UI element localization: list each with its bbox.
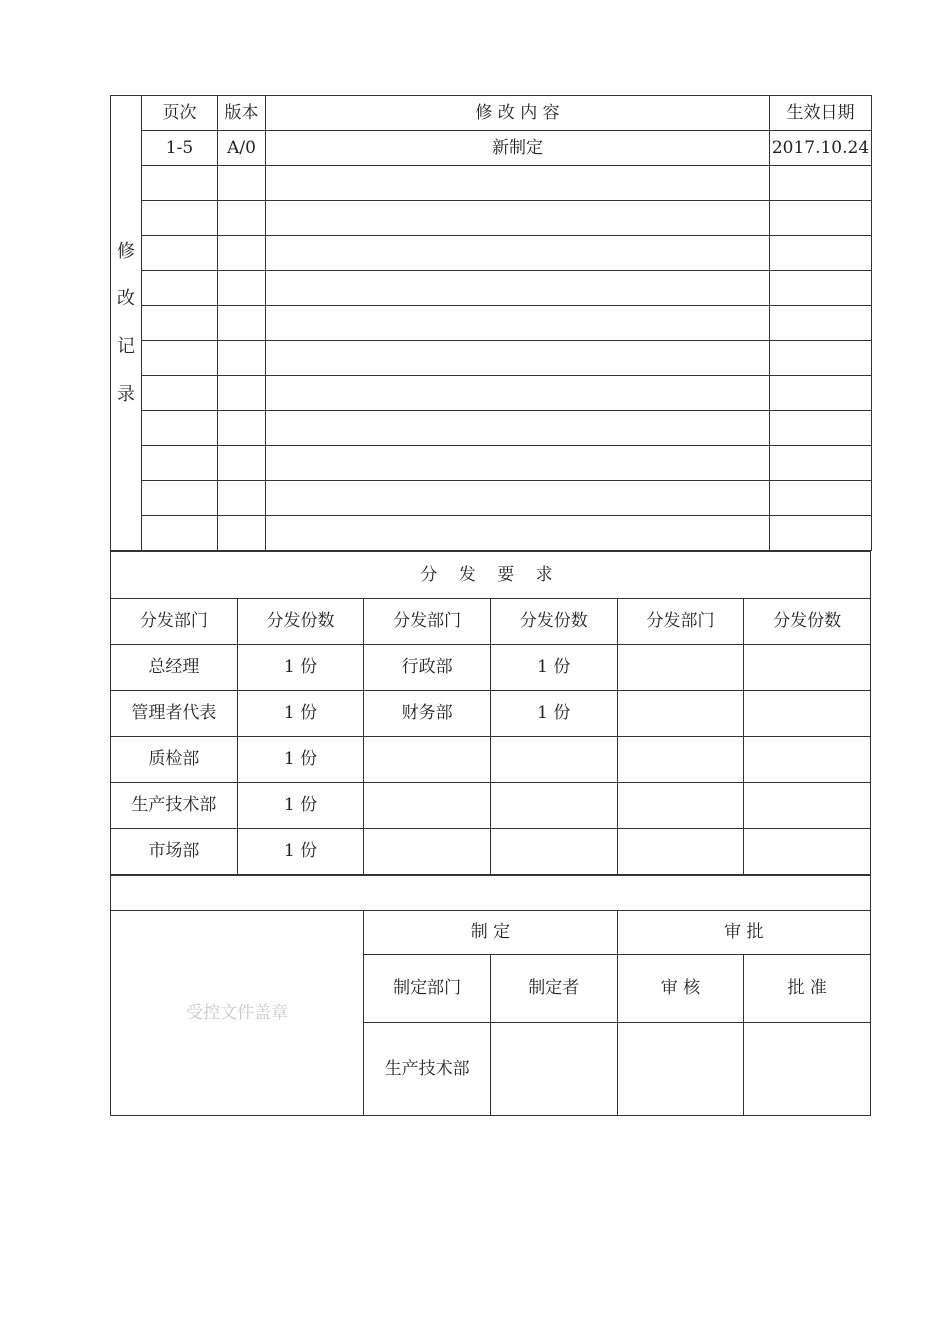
- revision-cell-date: [770, 376, 872, 411]
- dist-copies-cell: 1 份: [237, 783, 364, 829]
- dist-department-cell: [617, 645, 744, 691]
- revision-row: [111, 166, 872, 201]
- distribution-table: [110, 551, 871, 875]
- approve-header: 审 批: [617, 911, 870, 955]
- controlled-stamp-area: 受控文件盖章: [111, 911, 364, 1116]
- revision-row: [111, 271, 872, 306]
- revision-cell-date: [770, 516, 872, 551]
- revision-cell-version: [218, 481, 266, 516]
- revision-cell-version: [218, 446, 266, 481]
- distribution-row: [111, 737, 871, 783]
- dist-copies-cell: 1 份: [490, 645, 617, 691]
- dist-header: 分发部门: [364, 599, 491, 645]
- revision-side-label: 修 改 记 录: [111, 96, 142, 551]
- revision-cell-content: [266, 376, 770, 411]
- dist-copies-cell: [490, 783, 617, 829]
- revision-cell-version: [218, 341, 266, 376]
- revision-cell-page: [142, 201, 218, 236]
- dist-copies-cell: [744, 645, 871, 691]
- revision-cell-content: [266, 201, 770, 236]
- review-value: [617, 1023, 744, 1116]
- dist-copies-cell: [744, 829, 871, 875]
- dist-header: 分发份数: [237, 599, 364, 645]
- revision-cell-page: [142, 516, 218, 551]
- dist-copies-cell: 1 份: [237, 737, 364, 783]
- distribution-header-row: [111, 599, 871, 645]
- dist-copies-cell: [744, 783, 871, 829]
- distribution-row: [111, 691, 871, 737]
- revision-cell-page: [142, 411, 218, 446]
- revision-cell-content: [266, 236, 770, 271]
- dist-department-cell: [617, 737, 744, 783]
- revision-cell-page: [142, 166, 218, 201]
- revision-record-table: [110, 95, 872, 551]
- maker-value: [490, 1023, 617, 1116]
- distribution-row: [111, 783, 871, 829]
- revision-cell-date: [770, 166, 872, 201]
- document-sheet: [110, 95, 871, 1116]
- revision-cell-version: [218, 236, 266, 271]
- distribution-row: [111, 829, 871, 875]
- dist-copies-cell: 1 份: [237, 829, 364, 875]
- dist-copies-cell: [490, 737, 617, 783]
- revision-cell-page: [142, 306, 218, 341]
- revision-cell-version: [218, 516, 266, 551]
- approve-value: [744, 1023, 871, 1116]
- revision-row: [111, 411, 872, 446]
- revision-cell-page: [142, 481, 218, 516]
- dist-header: 分发份数: [490, 599, 617, 645]
- dist-header: 分发部门: [617, 599, 744, 645]
- dist-department-cell: [617, 691, 744, 737]
- revision-cell-page: [142, 341, 218, 376]
- make-header: 制 定: [364, 911, 617, 955]
- review-label: 审 核: [617, 955, 744, 1023]
- revision-cell-page: [142, 271, 218, 306]
- revision-cell-content: [266, 411, 770, 446]
- dist-department-cell: 生产技术部: [111, 783, 238, 829]
- revision-cell-version: [218, 376, 266, 411]
- revision-header-row: [111, 96, 872, 131]
- dist-department-cell: 行政部: [364, 645, 491, 691]
- revision-cell-version: [218, 411, 266, 446]
- revision-cell-content: [266, 166, 770, 201]
- revision-cell-date: [770, 341, 872, 376]
- distribution-title-row: [111, 552, 871, 599]
- revision-cell-date: [770, 236, 872, 271]
- revision-cell-version: [218, 166, 266, 201]
- dist-header: 分发份数: [744, 599, 871, 645]
- dist-copies-cell: 1 份: [490, 691, 617, 737]
- revision-row: [111, 446, 872, 481]
- revision-cell-page: [142, 236, 218, 271]
- distribution-row: [111, 645, 871, 691]
- revision-cell-content: [266, 516, 770, 551]
- revision-cell-date: [770, 271, 872, 306]
- approval-table: [110, 875, 871, 1116]
- dist-department-cell: [617, 783, 744, 829]
- dist-copies-cell: [490, 829, 617, 875]
- revision-cell-date: [770, 481, 872, 516]
- revision-row: [111, 376, 872, 411]
- revision-row: [111, 481, 872, 516]
- header-content: 修 改 内 容: [266, 96, 770, 131]
- approval-header-row: [111, 911, 871, 955]
- dist-department-cell: 市场部: [111, 829, 238, 875]
- dist-department-cell: 财务部: [364, 691, 491, 737]
- revision-row: [111, 236, 872, 271]
- revision-cell-date: [770, 446, 872, 481]
- distribution-title: 分 发 要 求: [111, 552, 871, 599]
- dist-copies-cell: [744, 691, 871, 737]
- blank-row: [111, 876, 871, 911]
- header-version: 版本: [218, 96, 266, 131]
- revision-cell-content: [266, 481, 770, 516]
- revision-cell-date: [770, 411, 872, 446]
- revision-cell-version: [218, 271, 266, 306]
- revision-row: [111, 306, 872, 341]
- dist-department-cell: [617, 829, 744, 875]
- dist-department-cell: 总经理: [111, 645, 238, 691]
- revision-row: [111, 516, 872, 551]
- dist-department-cell: 质检部: [111, 737, 238, 783]
- revision-cell-page: 1-5: [142, 131, 218, 166]
- revision-cell-version: A/0: [218, 131, 266, 166]
- make-dept-label: 制定部门: [364, 955, 491, 1023]
- header-date: 生效日期: [770, 96, 872, 131]
- revision-cell-page: [142, 376, 218, 411]
- revision-row: [111, 131, 872, 166]
- revision-row: [111, 201, 872, 236]
- revision-cell-content: [266, 341, 770, 376]
- revision-cell-date: 2017.10.24: [770, 131, 872, 166]
- revision-cell-content: [266, 446, 770, 481]
- maker-label: 制定者: [490, 955, 617, 1023]
- dist-header: 分发部门: [111, 599, 238, 645]
- revision-row: [111, 341, 872, 376]
- revision-cell-page: [142, 446, 218, 481]
- approve-label: 批 准: [744, 955, 871, 1023]
- dist-department-cell: [364, 737, 491, 783]
- revision-cell-content: [266, 271, 770, 306]
- dist-copies-cell: [744, 737, 871, 783]
- dist-department-cell: [364, 829, 491, 875]
- revision-cell-version: [218, 201, 266, 236]
- revision-cell-date: [770, 306, 872, 341]
- revision-cell-content: 新制定: [266, 131, 770, 166]
- revision-cell-version: [218, 306, 266, 341]
- dist-department-cell: [364, 783, 491, 829]
- header-page: 页次: [142, 96, 218, 131]
- revision-cell-date: [770, 201, 872, 236]
- make-dept-value: 生产技术部: [364, 1023, 491, 1116]
- dist-department-cell: 管理者代表: [111, 691, 238, 737]
- dist-copies-cell: 1 份: [237, 691, 364, 737]
- dist-copies-cell: 1 份: [237, 645, 364, 691]
- revision-cell-content: [266, 306, 770, 341]
